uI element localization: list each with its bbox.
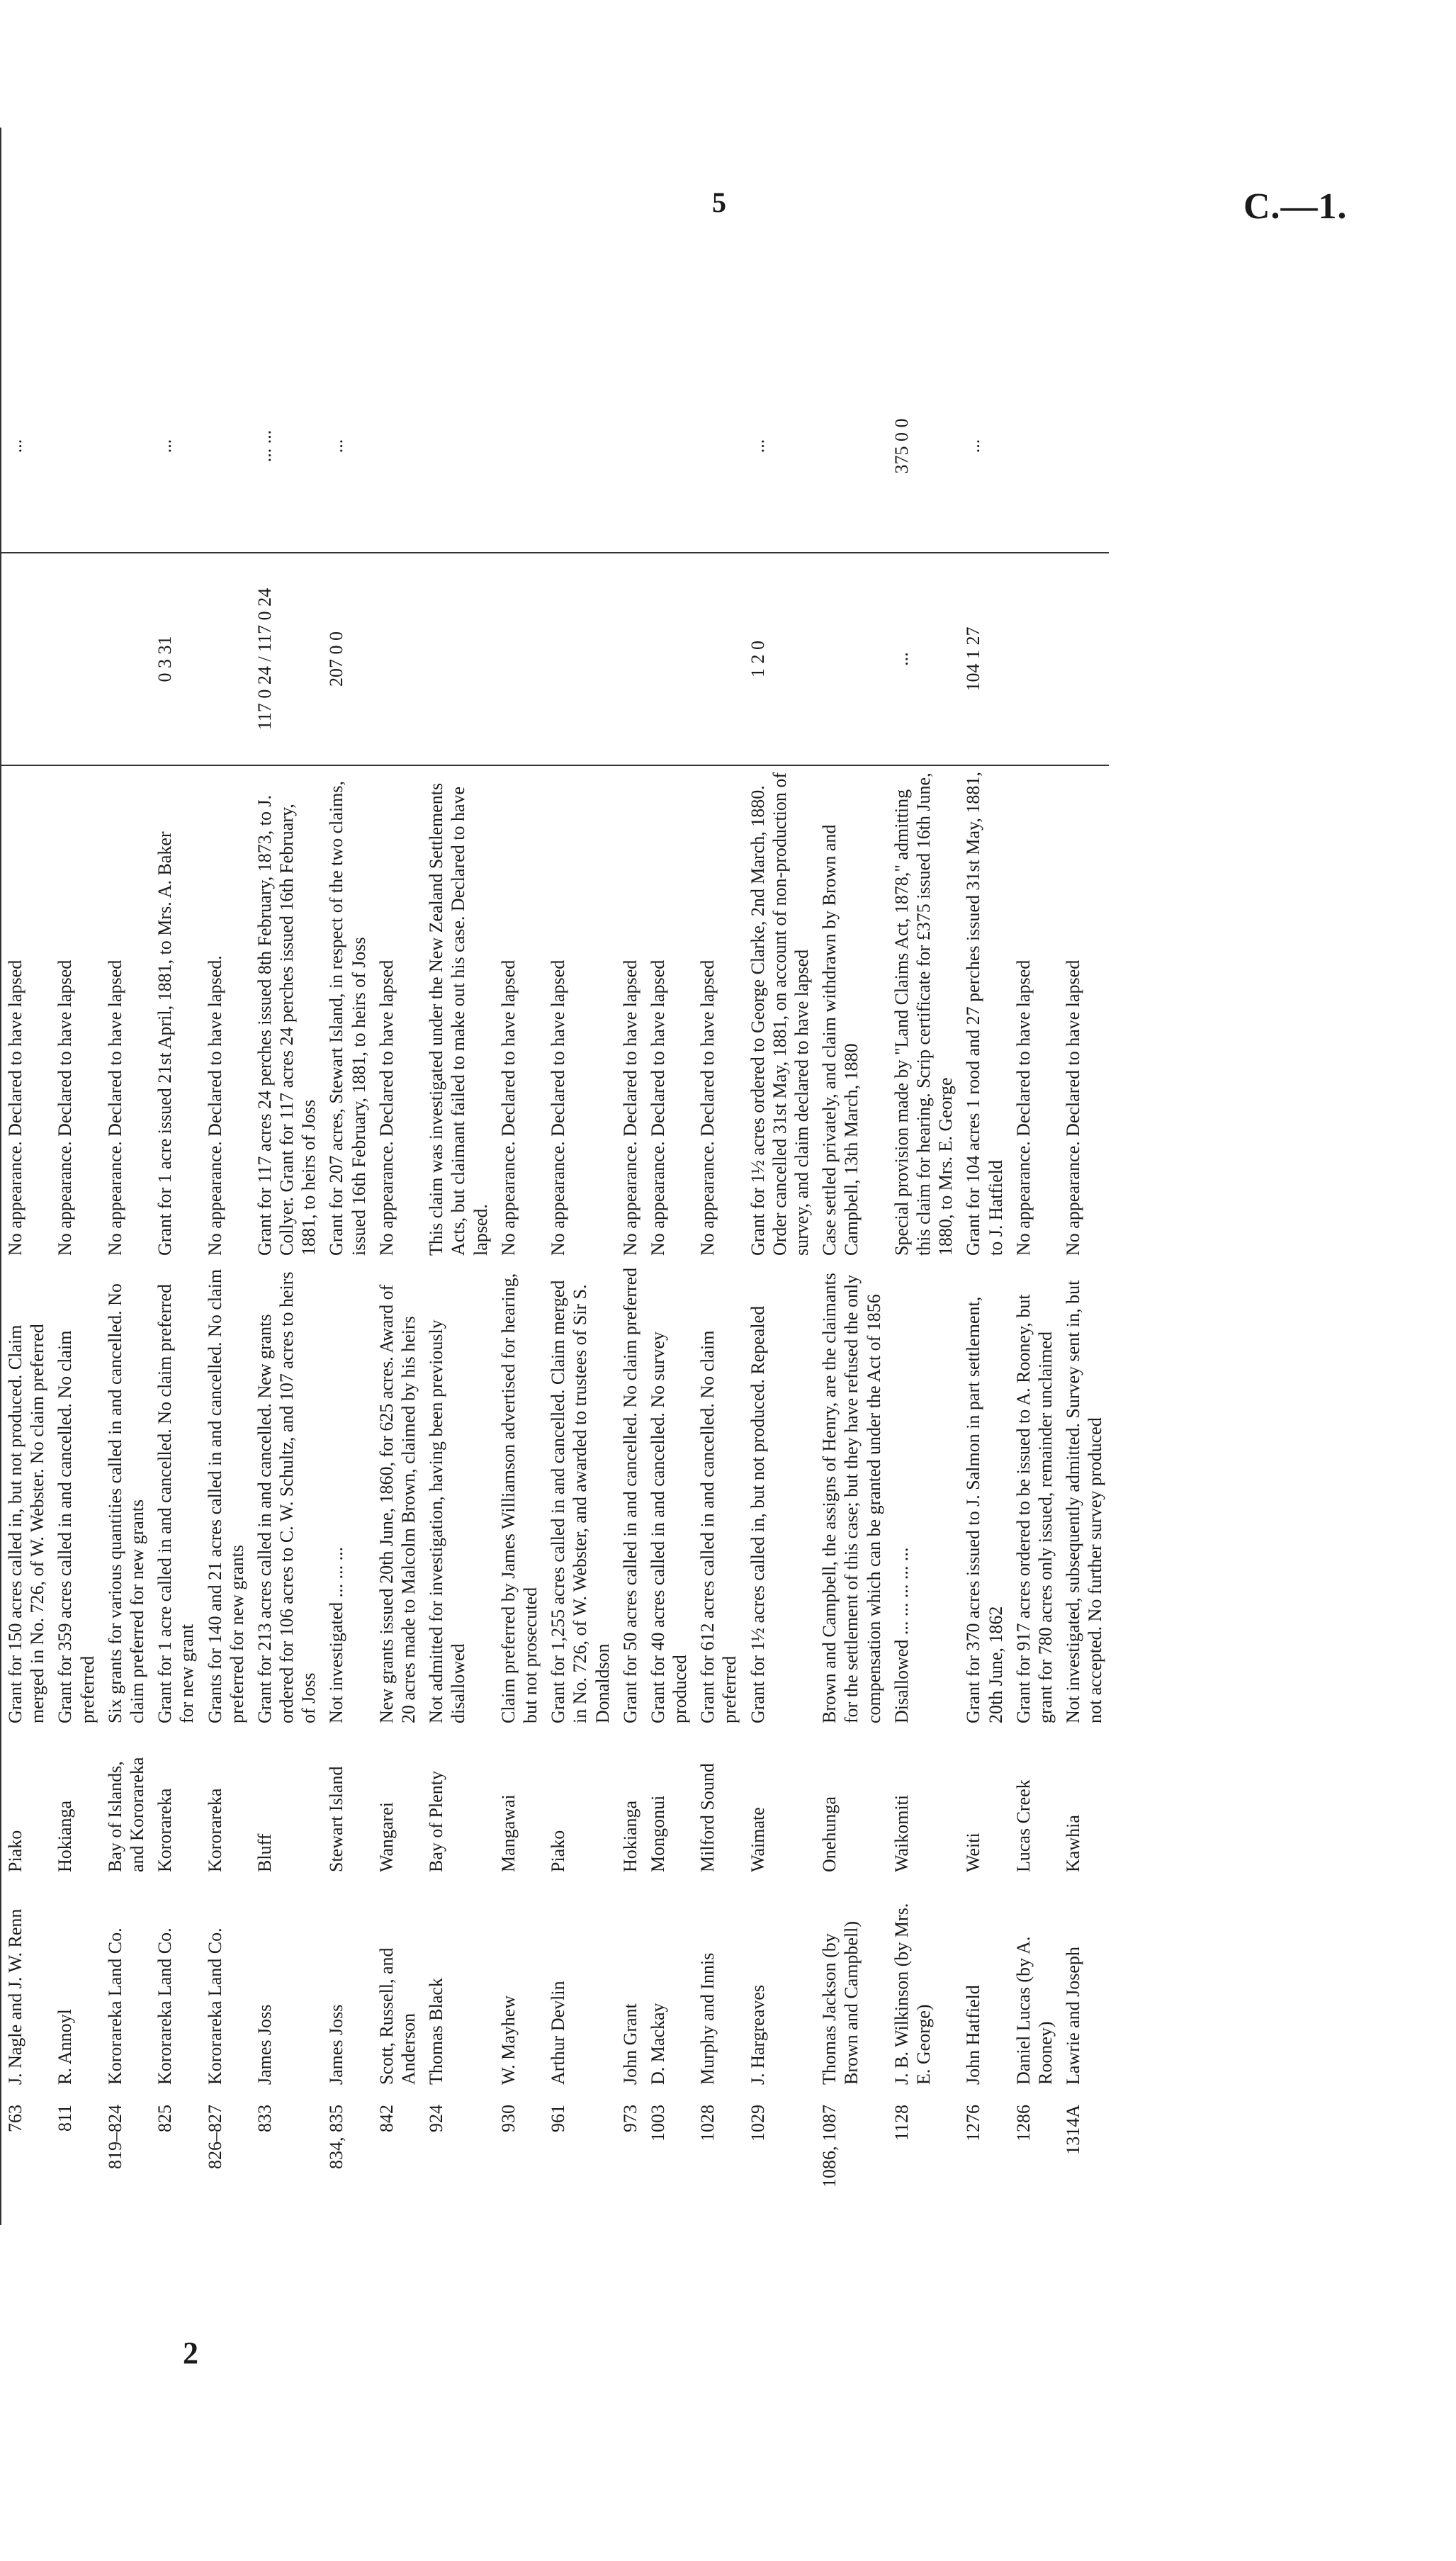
district-name: Hokianga [55, 1800, 76, 1872]
scrip-value: ... [959, 340, 1009, 553]
table-row [373, 128, 422, 2225]
table-row [251, 128, 323, 2225]
decision-text: No appearance. Declared to have lapsed [619, 959, 640, 1256]
decision-text: No appearance. Declared to have lapsed [104, 959, 125, 1256]
spacer-cell [959, 128, 1009, 340]
claimant-name: John Hatfield [963, 1985, 984, 2085]
scrip-value [101, 340, 151, 553]
table-row [816, 128, 888, 2225]
claimant-name: J. B. Wilkinson (by Mrs. E. George) [891, 1903, 934, 2085]
claimant-name: D. Mackay [647, 2003, 668, 2085]
decision-text: Case settled privately, and claim withdrawn by Brown and Campbell, 13th March, 1880 [819, 824, 862, 1256]
decision-text: No appearance. Declared to have lapsed. [204, 955, 225, 1256]
table-row [422, 128, 495, 2225]
claim-number: 1276 [963, 2105, 984, 2141]
proceedings-text: Grant for 50 acres called in and cancelled. No claim preferred [619, 1267, 640, 1723]
table-row [616, 128, 644, 2225]
decision-text: No appearance. Declared to have lapsed [497, 959, 519, 1256]
claimant-name: Daniel Lucas (by A. Rooney) [1012, 1936, 1056, 2085]
proceedings-text: Disallowed ... ... ... ... ... [891, 1547, 912, 1723]
scrip-value [201, 340, 251, 553]
proceedings-text: Grant for 150 acres called in, but not produced. Claim merged in No. 726, of W. Webster. No claim preferred [1, 1261, 51, 1729]
proceedings-text: Grant for 1½ acres called in, but not produced. Repealed [747, 1305, 768, 1723]
acres-value [1, 553, 51, 765]
claimant-name: Kororareka Land Co. [204, 1927, 225, 2085]
acres-value [816, 553, 888, 765]
decision-text: Grant for 207 acres, Stewart Island, in respect of the two claims, issued 16th February, 1881, to heirs of Joss [326, 780, 369, 1256]
claim-number: 1314A [1063, 2105, 1084, 2155]
sheet-mark: 2 [183, 2336, 198, 2370]
rotated-table-wrapper [0, 128, 1247, 2225]
spacer-cell [744, 128, 816, 340]
claimant-name: J. Nagle and J. W. Renn [1, 1878, 51, 2090]
acres-value: 207 0 0 [322, 553, 372, 765]
page-number: 5 [712, 186, 726, 218]
table-row [201, 128, 251, 2225]
decision-text: Grant for 117 acres 24 perches issued 8th February, 1873, to J. Collyer. Grant for 117 acres 24 perches issued 16th February, 1881, to heirs of Joss [254, 794, 320, 1256]
claim-number: 1029 [747, 2105, 768, 2141]
decision-text: No appearance. Declared to have lapsed [647, 959, 668, 1256]
acres-value [51, 553, 101, 765]
spacer-cell [816, 128, 888, 340]
scrip-value [694, 340, 743, 553]
table-row [544, 128, 616, 2225]
spacer-cell [322, 128, 372, 340]
scrip-value [1010, 340, 1059, 553]
proceedings-text: Grant for 1 acre called in and cancelled. No claim preferred for new grant [154, 1283, 198, 1723]
district-name: Bay of Islands, and Kororareka [104, 1757, 147, 1872]
scrip-value [1059, 340, 1109, 553]
table-row [151, 128, 201, 2225]
proceedings-text: Not investigated, subsequently admitted. Survey sent in, but not accepted. No further survey produced [1063, 1280, 1106, 1723]
decision-text: No appearance. Declared to have lapsed [1063, 959, 1084, 1256]
district-name: Mongonui [647, 1795, 668, 1872]
spacer-cell [1059, 128, 1109, 340]
claim-number: 1128 [891, 2105, 912, 2141]
claim-number: 961 [548, 2105, 569, 2132]
table-row [51, 128, 101, 2225]
claimant-name: J. Hargreaves [747, 1984, 768, 2085]
claim-number: 819–824 [104, 2105, 125, 2169]
district-name: Stewart Island [326, 1766, 347, 1872]
proceedings-text: Brown and Campbell, the assigns of Henry, are the claimants for the settlement of this case; but they have refused the only compensation which can be granted under the Act of 1856 [819, 1273, 884, 1723]
acres-value [201, 553, 251, 765]
acres-value: 104 1 27 [959, 553, 1009, 765]
district-name: Waimate [747, 1807, 768, 1872]
proceedings-text: Not admitted for investigation, having been previously disallowed [426, 1319, 469, 1723]
claim-number: 763 [1, 2090, 51, 2225]
table-body [1, 128, 1109, 2225]
claim-number: 811 [55, 2105, 76, 2132]
proceedings-text: Grant for 1,255 acres called in and cancelled. Claim merged in No. 726, of W. Webster, and awarded to trustees of Sir S. Donaldson [548, 1280, 613, 1723]
district-name: Kawhia [1063, 1815, 1084, 1872]
acres-value [616, 553, 644, 765]
scrip-value [616, 340, 644, 553]
proceedings-text: Grant for 40 acres called in and cancelled. No survey produced [647, 1332, 691, 1723]
acres-value [422, 553, 495, 765]
spacer-cell [644, 128, 694, 340]
scrip-value [422, 340, 495, 553]
claimant-name: Thomas Black [426, 1978, 447, 2085]
spacer-cell [1, 128, 51, 340]
spacer-cell [544, 128, 616, 340]
scrip-value [495, 340, 544, 553]
district-name: Hokianga [619, 1800, 640, 1872]
decision-text: No appearance. Declared to have lapsed [55, 959, 76, 1256]
claimant-name: John Grant [619, 2003, 640, 2085]
acres-value: 1 2 0 [744, 553, 816, 765]
claimant-name: Thomas Jackson (by Brown and Campbell) [819, 1920, 862, 2085]
acres-value [373, 553, 422, 765]
table-row [1, 128, 51, 2225]
scrip-value [644, 340, 694, 553]
claim-number: 833 [254, 2105, 275, 2132]
claim-number: 1286 [1012, 2105, 1034, 2141]
spacer-cell [1010, 128, 1059, 340]
claim-number: 834, 835 [326, 2105, 347, 2169]
proceedings-text: Not investigated ... ... ... [326, 1546, 347, 1723]
claimant-name: Kororareka Land Co. [104, 1927, 125, 2085]
table-row [888, 128, 960, 2225]
decision-text: No appearance. Declared to have lapsed [1, 765, 51, 1261]
scrip-value: 375 0 0 [888, 340, 960, 553]
decision-text: Grant for 104 acres 1 rood and 27 perches issued 31st May, 1881, to J. Hatfield [963, 772, 1006, 1256]
decision-text: No appearance. Declared to have lapsed [697, 959, 718, 1256]
district-name: Kororareka [154, 1788, 176, 1872]
decision-text: This claim was investigated under the New Zealand Settlements Acts, but claimant failed to make out his case. Declared to have lapsed. [426, 782, 491, 1256]
acres-value [1059, 553, 1109, 765]
scrip-value: ... [1, 340, 51, 553]
scrip-value: ... [744, 340, 816, 553]
acres-value: 117 0 24 / 117 0 24 [251, 553, 323, 765]
acres-value [694, 553, 743, 765]
claim-number: 973 [619, 2105, 640, 2132]
acres-value [644, 553, 694, 765]
spacer-cell [422, 128, 495, 340]
spacer-cell [694, 128, 743, 340]
district-name: Bay of Plenty [426, 1771, 447, 1872]
scrip-value: ... [151, 340, 201, 553]
proceedings-text: Grant for 359 acres called in and cancelled. No claim preferred [55, 1330, 98, 1723]
spacer-cell [51, 128, 101, 340]
table-row [101, 128, 151, 2225]
proceedings-text: Claim preferred by James Williamson advertised for hearing, but not prosecuted [497, 1273, 541, 1723]
decision-text: No appearance. Declared to have lapsed [376, 959, 397, 1256]
claim-number: 826–827 [204, 2105, 225, 2169]
claim-number: 842 [376, 2105, 397, 2132]
table-row [495, 128, 544, 2225]
acres-value [544, 553, 616, 765]
table-row [694, 128, 743, 2225]
spacer-cell [251, 128, 323, 340]
district-name: Onehunga [819, 1796, 840, 1872]
scrip-value [816, 340, 888, 553]
proceedings-text: New grants issued 20th June, 1860, for 625 acres. Award of 20 acres made to Malcolm Brown, claimed by his heirs [376, 1284, 419, 1723]
claim-number: 825 [154, 2105, 176, 2132]
district-name: Waikomiti [891, 1794, 912, 1872]
claimant-name: Lawrie and Joseph [1063, 1947, 1084, 2085]
proceedings-text: Grant for 213 acres called in and cancelled. New grants ordered for 106 acres to C. W. Schultz, and 107 acres to heirs of Joss [254, 1271, 320, 1723]
claimant-name: James Joss [326, 2004, 347, 2085]
proceedings-text: Six grants for various quantities called in and cancelled. No claim preferred for new grants [104, 1283, 147, 1723]
spacer-cell [888, 128, 960, 340]
spacer-cell [101, 128, 151, 340]
scrip-value [51, 340, 101, 553]
claim-number: 1003 [647, 2105, 668, 2141]
table-row [644, 128, 694, 2225]
decision-text: Special provision made by "Land Claims Act, 1878," admitting this claim for hearing. Scrip certificate for £375 issued 16th June, 1880, to Mrs. E. George [891, 772, 956, 1256]
district-name: Lucas Creek [1012, 1779, 1034, 1872]
decision-text: No appearance. Declared to have lapsed [1012, 959, 1034, 1256]
table-row [744, 128, 816, 2225]
district-name: Bluff [254, 1833, 275, 1872]
acres-value: ... [888, 553, 960, 765]
claimant-name: Murphy and Innis [697, 1952, 718, 2085]
claimant-name: James Joss [254, 2004, 275, 2085]
proceedings-text: Grants for 140 and 21 acres called in and cancelled. No claim preferred for new grants [204, 1268, 247, 1723]
acres-value [1010, 553, 1059, 765]
decision-text: Grant for 1 acre issued 21st April, 1881, to Mrs. A. Baker [154, 831, 176, 1256]
claim-number: 1028 [697, 2105, 718, 2141]
land-claims-table [0, 128, 1109, 2225]
district-name: Milford Sound [697, 1763, 718, 1872]
proceedings-text: Grant for 917 acres ordered to be issued to A. Rooney, but grant for 780 acres only issued, remainder unclaimed [1012, 1294, 1056, 1723]
claimant-name: Arthur Devlin [548, 1981, 569, 2085]
table-row [1010, 128, 1059, 2225]
spacer-cell [373, 128, 422, 340]
spacer-cell [495, 128, 544, 340]
proceedings-text: Grant for 370 acres issued to J. Salmon in part settlement, 20th June, 1862 [963, 1296, 1006, 1723]
claim-number: 930 [497, 2105, 519, 2132]
scrip-value [373, 340, 422, 553]
table-row [1059, 128, 1109, 2225]
claim-number: 924 [426, 2105, 447, 2132]
district-name: Piako [548, 1830, 569, 1872]
decision-text: Grant for 1½ acres ordered to George Clarke, 2nd March, 1880. Order cancelled 31st May, 1881, on account of non-production of survey, and claim declared to have lapsed [747, 772, 812, 1256]
claimant-name: R. Annoyl [55, 2009, 76, 2085]
district-name: Weiti [963, 1833, 984, 1872]
acres-value [101, 553, 151, 765]
claimant-name: W. Mayhew [497, 1995, 519, 2085]
scrip-value [544, 340, 616, 553]
scrip-value: ... [322, 340, 372, 553]
proceedings-text: Grant for 612 acres called in and cancelled. No claim preferred [697, 1330, 740, 1723]
scrip-value: ... ... [251, 340, 323, 553]
spacer-cell [201, 128, 251, 340]
spacer-cell [616, 128, 644, 340]
decision-text: No appearance. Declared to have lapsed [548, 959, 569, 1256]
district-name: Wangarei [376, 1802, 397, 1872]
district-name: Piako [1, 1729, 51, 1878]
paper-reference: C.—1. [1243, 186, 1348, 227]
acres-value: 0 3 31 [151, 553, 201, 765]
table-row [322, 128, 372, 2225]
claimant-name: Scott, Russell, and Anderson [376, 1947, 419, 2085]
table-row [959, 128, 1009, 2225]
acres-value [495, 553, 544, 765]
claim-number: 1086, 1087 [819, 2105, 840, 2188]
district-name: Kororareka [204, 1788, 225, 1872]
claimant-name: Kororareka Land Co. [154, 1927, 176, 2085]
spacer-cell [151, 128, 201, 340]
district-name: Mangawai [497, 1794, 519, 1872]
